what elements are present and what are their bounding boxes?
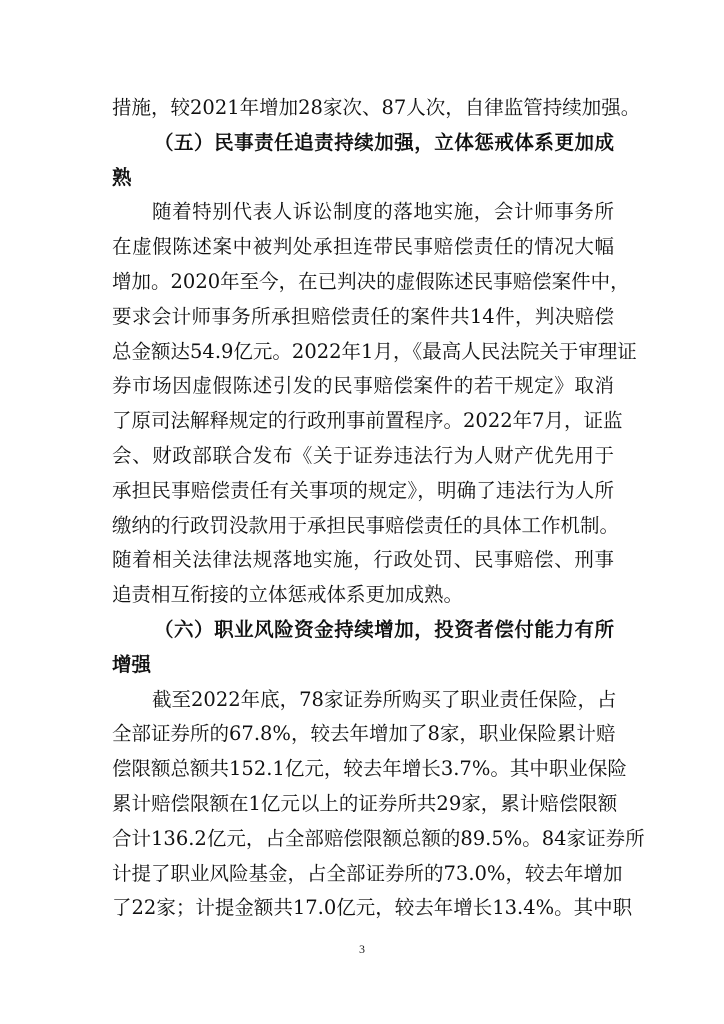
page-number: 3 <box>359 942 365 956</box>
section-5-body-line: 随着特别代表人诉讼制度的落地实施，会计师事务所 <box>152 200 614 224</box>
section-6-body-line: 全部证券所的67.8%，较去年增加了8家，职业保险累计赔 <box>112 722 616 746</box>
section-6-body-line: 了22家；计提金额共17.0亿元，较去年增长13.4%。其中职 <box>112 896 633 920</box>
section-6-body-line: 偿限额总额共152.1亿元，较去年增长3.7%。其中职业保险 <box>112 757 627 781</box>
section-5-body-line: 增加。2020年至今，在已判决的虚假陈述民事赔偿案件中， <box>112 269 630 293</box>
section-6-heading-line-2: 增强 <box>112 652 152 676</box>
section-5-body-line: 总金额达54.9亿元。2022年1月，《最高人民法院关于审理证 <box>112 339 637 363</box>
section-6-heading-line-1: （六）职业风险资金持续增加，投资者偿付能力有所 <box>154 617 614 641</box>
section-5-heading-line-1: （五）民事责任追责持续加强，立体惩戒体系更加成 <box>154 130 614 154</box>
section-5-body-line: 了原司法解释规定的行政刑事前置程序。2022年7月，证监 <box>112 409 623 433</box>
section-5-body-line: 追责相互衔接的立体惩戒体系更加成熟。 <box>112 583 464 607</box>
section-6-body-line: 累计赔偿限额在1亿元以上的证券所共29家，累计赔偿限额 <box>112 791 618 815</box>
section-5-body-line: 缴纳的行政罚没款用于承担民事赔偿责任的具体工作机制。 <box>112 513 620 537</box>
document-page <box>112 91 645 926</box>
section-6-body-line: 截至2022年底，78家证券所购买了职业责任保险，占 <box>152 687 617 711</box>
section-5-body-line: 要求会计师事务所承担赔偿责任的案件共14件，判决赔偿 <box>112 304 614 328</box>
paragraph-continuation-line: 措施，较2021年增加28家次、87人次，自律监管持续加强。 <box>112 96 641 119</box>
section-5-body-line: 券市场因虚假陈述引发的民事赔偿案件的若干规定》取消 <box>112 374 614 398</box>
section-6-body-line: 计提了职业风险基金，占全部证券所的73.0%，较去年增加 <box>112 861 623 885</box>
section-5-body-line: 随着相关法律法规落地实施，行政处罚、民事赔偿、刑事 <box>112 548 614 572</box>
section-5-body-line: 承担民事赔偿责任有关事项的规定》，明确了违法行为人所 <box>112 478 614 502</box>
section-5-body-line: 在虚假陈述案中被判处承担连带民事赔偿责任的情况大幅 <box>112 235 614 259</box>
section-6-body-line: 合计136.2亿元，占全部赔偿限额总额的89.5%。84家证券所 <box>112 826 645 850</box>
section-5-heading-line-2: 熟 <box>112 165 132 189</box>
section-5-body-line: 会、财政部联合发布《关于证券违法行为人财产优先用于 <box>112 443 614 467</box>
